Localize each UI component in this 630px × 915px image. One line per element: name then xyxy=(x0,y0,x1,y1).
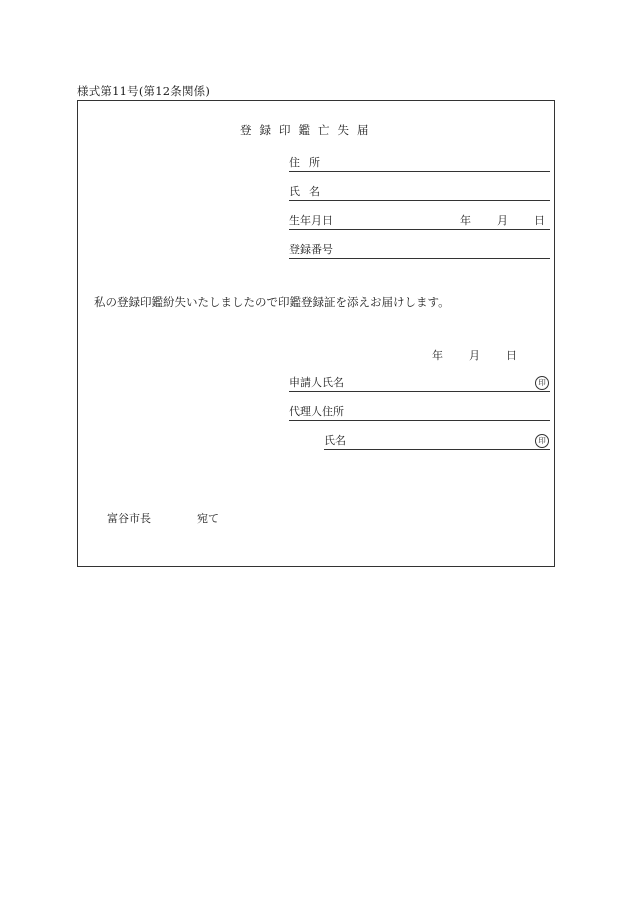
agent-address-field[interactable] xyxy=(289,406,550,421)
submission-date[interactable] xyxy=(432,347,517,363)
agent-name-field[interactable] xyxy=(324,435,550,450)
registration-number-field[interactable] xyxy=(289,244,550,259)
name-field[interactable] xyxy=(289,186,550,201)
address-label: 住所 xyxy=(289,156,329,169)
submission-year-label: 年 xyxy=(432,349,443,362)
addressee xyxy=(107,510,219,526)
addressee-suffix: 宛て xyxy=(197,512,219,525)
birthdate-parts xyxy=(460,212,545,228)
registration-number-label: 登録番号 xyxy=(289,243,333,256)
seal-mark-icon: 印 xyxy=(535,434,549,448)
form-number: 様式第11号(第12条関係) xyxy=(77,84,211,98)
agent-name-label: 氏名 xyxy=(324,434,346,447)
birthdate-year-label: 年 xyxy=(460,214,471,227)
birthdate-month-label: 月 xyxy=(497,214,508,227)
birthdate-day-label: 日 xyxy=(534,214,545,227)
birthdate-label: 生年月日 xyxy=(289,214,333,227)
addressee-recipient: 富谷市長 xyxy=(107,512,151,525)
applicant-name-label: 申請人氏名 xyxy=(289,376,344,389)
applicant-name-field[interactable] xyxy=(289,377,550,392)
address-field[interactable] xyxy=(289,157,550,172)
submission-month-label: 月 xyxy=(469,349,480,362)
agent-address-label: 代理人住所 xyxy=(289,405,344,418)
statement-text: 私の登録印鑑紛失いたしましたので印鑑登録証を添えお届けします。 xyxy=(94,295,450,309)
seal-mark-icon: 印 xyxy=(535,376,549,390)
name-label: 氏名 xyxy=(289,185,329,198)
birthdate-field[interactable] xyxy=(289,215,550,230)
form-title: 登録印鑑亡失届 xyxy=(240,123,377,137)
submission-day-label: 日 xyxy=(506,349,517,362)
